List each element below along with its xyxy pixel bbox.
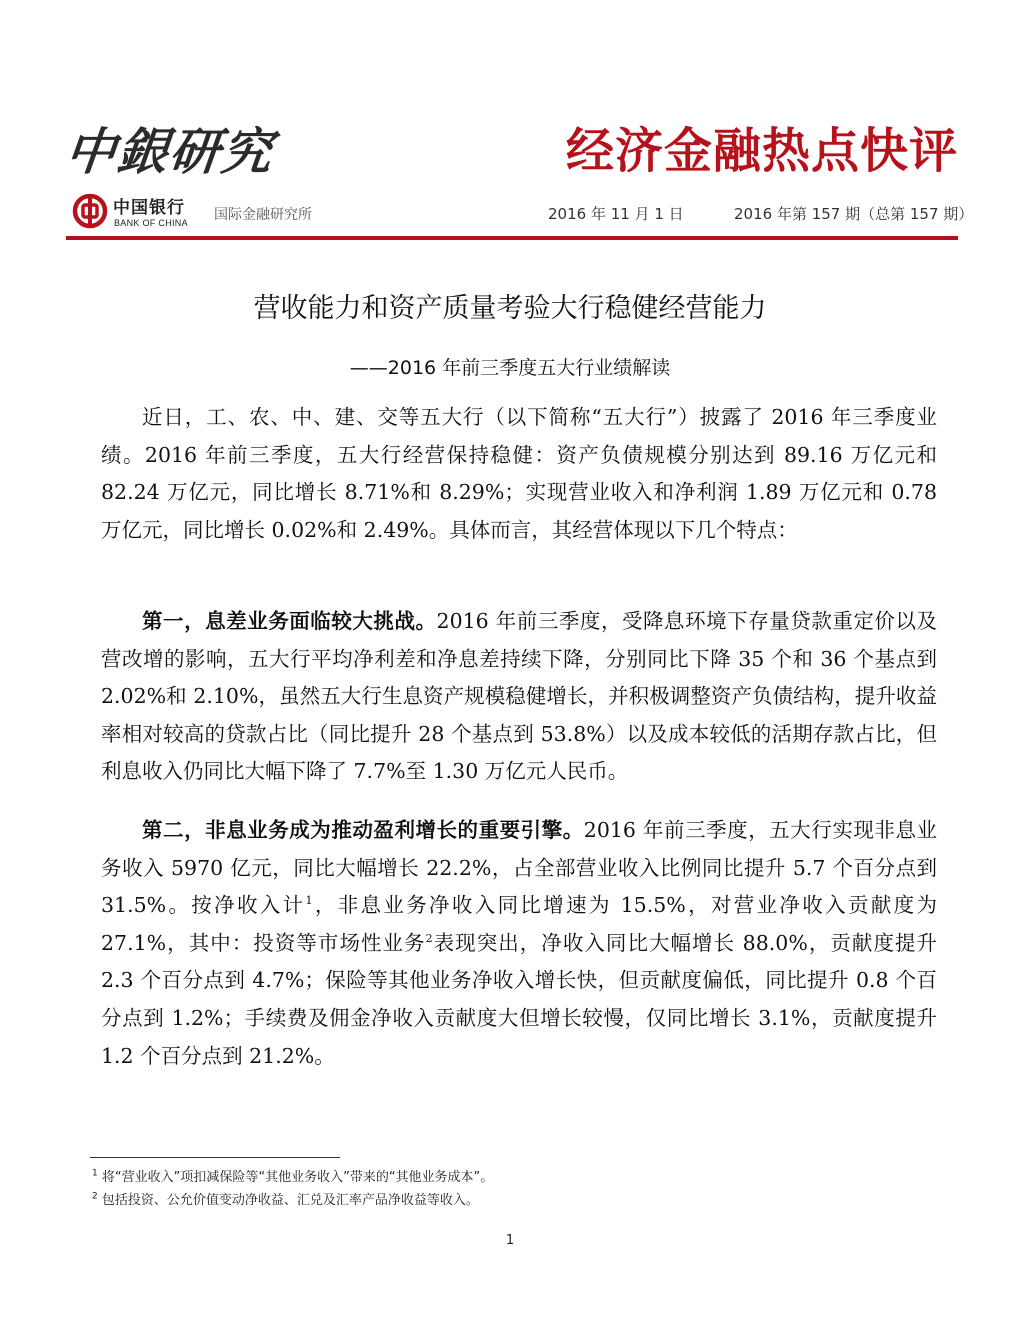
paragraph-body: 表现突出，净收入同比大幅增长 88.0%，贡献度提升 2.3 个百分点到 4.7%；保险等其他业务净收入增长快，但贡献度偏低，同比提升 0.8 个百分点到 1.2%；手续费及佣金净收入贡献度大但增长较慢，仅同比增长 3.1%，贡献度提升 1.2 个百分点到 21.2%。 <box>101 930 938 1068</box>
footnote-text: 将“营业收入”项扣减保险等“其他业务收入”带来的“其他业务成本”。 <box>101 1170 494 1185</box>
institute-name: 国际金融研究所 <box>214 207 312 223</box>
paragraph-body: ，非息业务净收入同比增速为 15.5%，对营业净收入贡献度为 27.1%，其中：投资等市场性业务 <box>101 893 938 955</box>
bank-of-china-logo-icon <box>72 193 108 229</box>
issue-date: 2016 年 11 月 1 日 <box>548 205 684 223</box>
footnote-text: 包括投资、公允价值变动净收益、汇兑及汇率产品净收益等收入。 <box>101 1193 479 1208</box>
paragraph-heading: 第一，息差业务面临较大挑战。 <box>142 609 437 633</box>
article-title: 营收能力和资产质量考验大行稳健经营能力 <box>253 293 767 324</box>
paragraph-body: 2016 年前三季度，受降息环境下存量贷款重定价以及营改增的影响，五大行平均净利差和净息差持续下降，分别同比下降 35 个和 36 个基点到 2.02%和 2.10%，虽然五大行生息资产规模稳健增长，并积极调整资产负债结构，提升收益率相对较高的贷款占比（同比提升 28 个基点到 53.8%）以及成本较低的活期存款占比，但利息收入仍同比大幅下降了 7.7%至 1.30 万亿元人民币。 <box>101 609 938 784</box>
paragraph-interest-margin <box>101 603 937 791</box>
footnote-1 <box>92 1166 493 1185</box>
footnote-mark: 2 <box>92 1191 98 1202</box>
page-number: 1 <box>505 1233 515 1248</box>
brand-calligraphy-logo: 中銀研究 <box>62 122 277 181</box>
header-divider <box>66 236 958 240</box>
footnote-reference[interactable]: 2 <box>425 931 433 945</box>
footnote-reference[interactable]: 1 <box>305 894 313 908</box>
footnote-2 <box>92 1189 479 1208</box>
paragraph-heading: 第二，非息业务成为推动盈利增长的重要引擎。 <box>142 818 584 842</box>
article-subtitle: ——2016 年前三季度五大行业绩解读 <box>349 357 671 379</box>
paragraph-body: 2016 年前三季度，五大行实现非息业务收入 5970 亿元，同比大幅增长 22.2%，占全部营业收入比例同比提升 5.7 个百分点到 31.5%。按净收入计 <box>101 818 938 918</box>
bank-name-english: BANK OF CHINA <box>114 218 188 228</box>
footnote-divider <box>90 1157 340 1158</box>
report-series-title: 经济金融热点快评 <box>565 123 958 179</box>
issue-number: 2016 年第 157 期（总第 157 期） <box>734 205 974 223</box>
paragraph-intro: 近日，工、农、中、建、交等五大行（以下简称“五大行”）披露了 2016 年三季度业绩。2016 年前三季度，五大行经营保持稳健：资产负债规模分别达到 89.16 万亿元和 82.24 万亿元，同比增长 8.71%和 8.29%；实现营业收入和净利润 1.89 万亿元和 0.78 万亿元，同比增长 0.02%和 2.49%。具体而言，其经营体现以下几个特点： <box>101 405 937 542</box>
footnote-mark: 1 <box>92 1168 98 1179</box>
paragraph-non-interest-income <box>101 812 937 1075</box>
bank-name-chinese: 中国银行 <box>113 198 185 218</box>
